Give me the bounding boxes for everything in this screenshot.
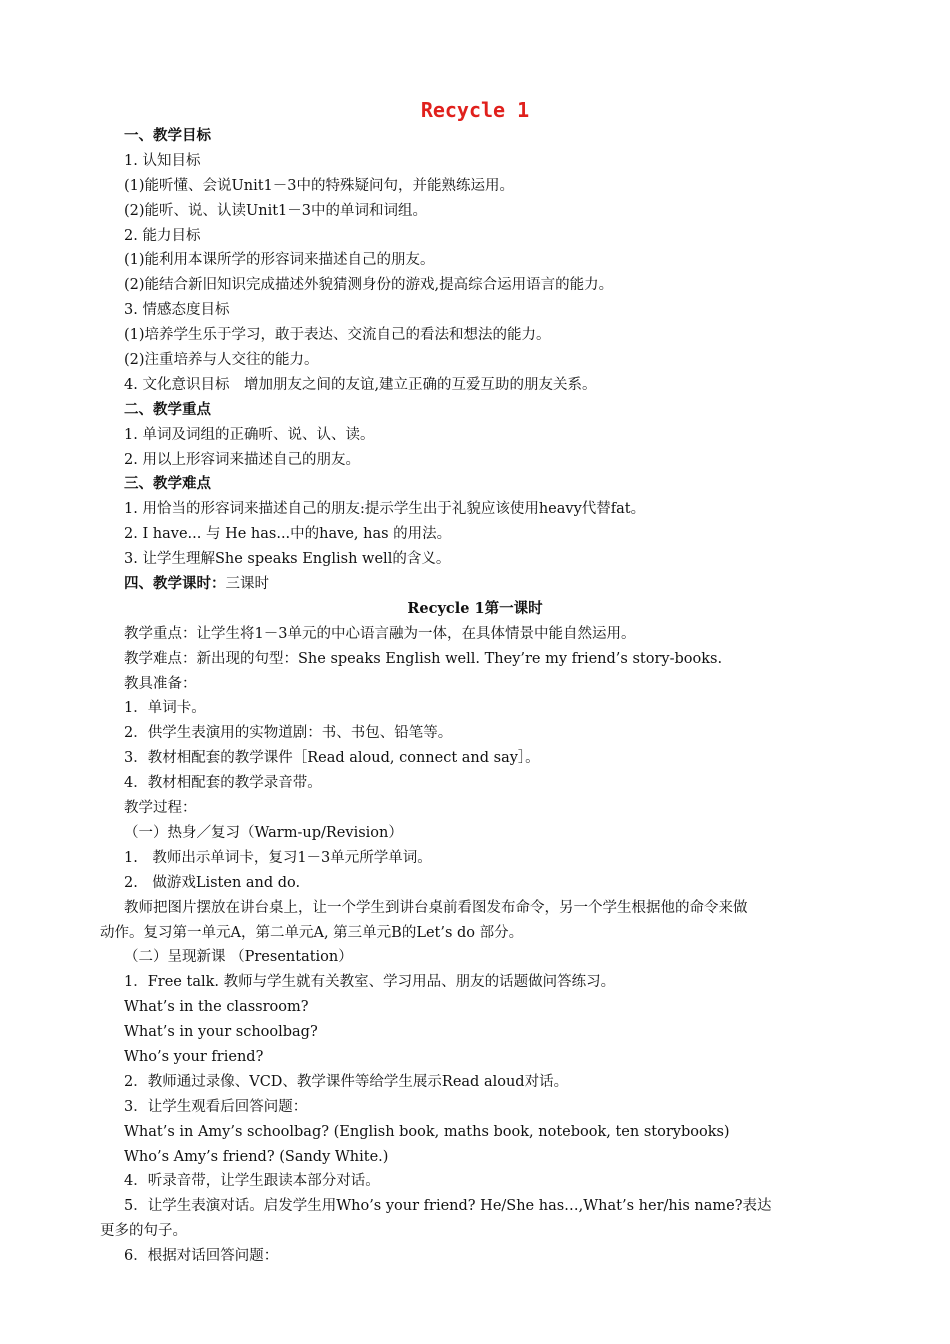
text-line: (1)能利用本课所学的形容词来描述自己的朋友。 <box>124 252 435 269</box>
lesson-subtitle: Recycle 1第一课时 <box>407 599 543 617</box>
text-line: (1)能听懂、会说Unit1－3中的特殊疑问句，并能熟练运用。 <box>124 177 515 194</box>
text-line: 更多的句子。 <box>100 1223 187 1240</box>
text-line: 2．教师通过录像、VCD、教学课件等给学生展示Read aloud对话。 <box>124 1073 569 1090</box>
text-line: 4．听录音带，让学生跟读本部分对话。 <box>124 1173 380 1190</box>
text-line: What’s in your schoolbag? <box>124 1024 318 1041</box>
text-line: 5．让学生表演对话。启发学生用Who’s your friend? He/She has…,What’s her/his name?表达 <box>124 1198 772 1215</box>
text-line: 3. 情感态度目标 <box>124 302 230 319</box>
text-line: What’s in the classroom? <box>124 999 309 1016</box>
document-body <box>0 124 950 1269</box>
section-heading: 二、教学重点 <box>124 400 211 418</box>
text-line: 3．让学生观看后回答问题： <box>124 1098 308 1115</box>
text-line: 3．教材相配套的教学课件［Read aloud, connect and say］。 <box>124 750 540 767</box>
section-heading: 三、教学难点 <box>124 475 211 493</box>
text-line: （一）热身／复习（Warm-up/Revision） <box>124 824 403 841</box>
text-line: 6．根据对话回答问题： <box>124 1248 279 1265</box>
text-line: 1. 用恰当的形容词来描述自己的朋友:提示学生出于礼貌应该使用heavy代替fat。 <box>124 501 646 518</box>
text-line: 教学难点：新出现的句型：She speaks English well. They’re my friend’s story-books. <box>124 650 723 667</box>
text-line: 三课时 <box>225 576 269 593</box>
text-line: 教师把图片摆放在讲台桌上，让一个学生到讲台桌前看图发布命令，另一个学生根据他的命令来做 <box>124 899 748 916</box>
text-line: Who’s your friend? <box>124 1048 264 1065</box>
text-line: (2)能结合新旧知识完成描述外貌猜测身份的游戏,提高综合运用语言的能力。 <box>124 277 614 294</box>
text-line: What’s in Amy’s schoolbag? (English book, maths book, notebook, ten storybooks) <box>124 1123 730 1140</box>
text-line: 教具准备： <box>124 675 197 692</box>
document-title: Recycle 1 <box>420 98 530 122</box>
text-line: 1．Free talk. 教师与学生就有关教室、学习用品、朋友的话题做问答练习。 <box>124 974 616 991</box>
text-line: 1．单词卡。 <box>124 700 206 717</box>
section-heading: 四、教学课时： <box>124 575 226 593</box>
section-heading-row <box>0 572 950 597</box>
text-line: 教学过程： <box>124 800 197 817</box>
text-line: （二）呈现新课 （Presentation） <box>124 949 353 966</box>
text-line: (2)注重培养与人交往的能力。 <box>124 352 319 369</box>
text-line: 2. 做游戏Listen and do. <box>124 874 301 891</box>
text-line: 动作。复习第一单元A，第二单元A, 第三单元B的Let’s do 部分。 <box>100 924 524 941</box>
text-line: 2. 能力目标 <box>124 227 201 244</box>
text-line: 教学重点：让学生将1－3单元的中心语言融为一体，在具体情景中能自然运用。 <box>124 625 636 642</box>
text-line: 4. 文化意识目标 增加朋友之间的友谊,建立正确的互爱互助的朋友关系。 <box>124 376 597 393</box>
text-line: 1. 认知目标 <box>124 152 201 169</box>
text-line: (1)培养学生乐于学习，敢于表达、交流自己的看法和想法的能力。 <box>124 327 551 344</box>
text-line: 3. 让学生理解She speaks English well的含义。 <box>124 551 451 568</box>
text-line: (2)能听、说、认读Unit1－3中的单词和词组。 <box>124 202 428 219</box>
text-line: Who’s Amy’s friend? (Sandy White.) <box>124 1148 389 1165</box>
text-line: 4．教材相配套的教学录音带。 <box>124 775 322 792</box>
text-line: 2．供学生表演用的实物道剧：书、书包、铅笔等。 <box>124 725 453 742</box>
section-heading: 一、教学目标 <box>124 127 211 144</box>
text-line: 2. 用以上形容词来描述自己的朋友。 <box>124 451 360 468</box>
text-line: 2. I have... 与 He has...中的have, has 的用法。 <box>124 526 452 543</box>
text-line: 1. 单词及词组的正确听、说、认、读。 <box>124 426 375 443</box>
text-line: 1. 教师出示单词卡，复习1－3单元所学单词。 <box>124 849 432 866</box>
